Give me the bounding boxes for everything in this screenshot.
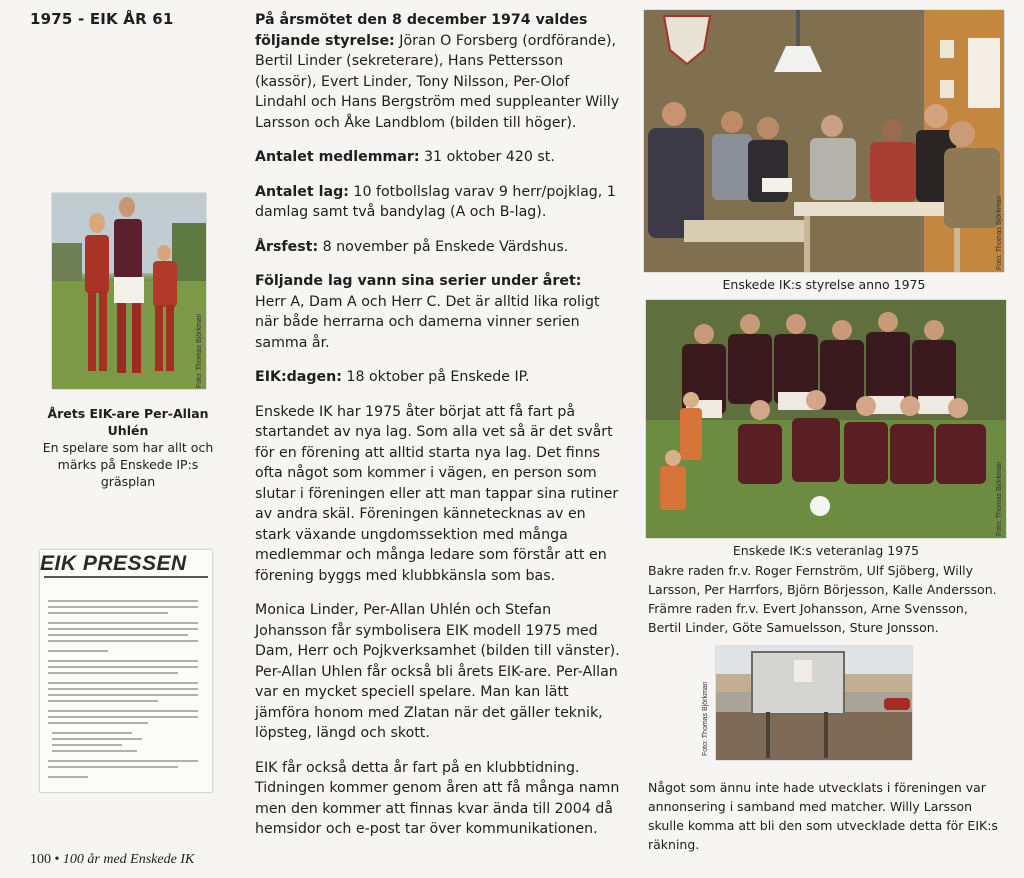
veteran-team-photo xyxy=(646,300,1006,538)
board-election-label: På årsmötet den 8 december 1974 valdes följande styrelse: xyxy=(255,12,588,49)
series-winners-label: Följande lag vann sina serier under året: xyxy=(255,273,582,289)
page-heading: 1975 - EIK ÅR 61 xyxy=(30,10,174,28)
paragraph-new-teams: Enskede IK har 1975 åter börjat att få fart på startandet av nya lag. Som alla vet så är det svårt för en förening att alltid starta nya lag. Det finns ofta något som kommer i vägen, en person som slutar i föreningen eller att man tappar sina rutiner av andra skäl. Föreningen kännetecknas av en stark växande ungdomssektion med många medlemmar och många ledare som förstår att en förening byggs med klubbkänsla som bas. xyxy=(255,403,619,584)
page-footer: 100 • 100 år med Enskede IK xyxy=(30,852,195,867)
members-label: Antalet medlemmar: xyxy=(255,149,420,165)
newsletter-title: EIK PRESSEN xyxy=(40,552,187,575)
paragraph-board-election xyxy=(255,10,625,133)
paragraph-series-winners xyxy=(255,271,625,353)
newsletter-page xyxy=(40,550,212,792)
teams-label: Antalet lag: xyxy=(255,183,349,200)
main-text-column xyxy=(255,10,625,854)
portrait-photo xyxy=(52,193,206,389)
board-caption: Enskede IK:s styrelse anno 1975 xyxy=(722,277,926,292)
paragraph-eik-day xyxy=(255,367,625,388)
party-text: 8 november på Enskede Värdshus. xyxy=(318,238,569,255)
portrait-caption-title: Årets EIK-are Per-Allan Uhlén xyxy=(47,406,209,438)
billboard-photo xyxy=(702,646,912,760)
veteran-team-photo-image xyxy=(646,300,1006,538)
eik-day-text: 18 oktober på Enskede IP. xyxy=(341,369,530,385)
veteran-credit: Foto: Thomas Björkman xyxy=(996,461,1003,536)
billboard-credit: Foto: Thomas Björkman xyxy=(702,681,709,756)
portrait-caption-text: En spelare som har allt och märks på Enskede IP:s gräsplan xyxy=(42,440,214,489)
book-title: 100 år med Enskede IK xyxy=(62,852,195,867)
members-text: 31 oktober 420 st. xyxy=(419,149,555,165)
series-winners-text: Herr A, Dam A och Herr C. Det är alltid lika roligt när både herrarna och damerna vinner serien samma år. xyxy=(255,293,600,351)
billboard-photo-image xyxy=(716,646,912,760)
paragraph-teams xyxy=(255,182,625,223)
veteran-caption: Enskede IK:s veteranlag 1975 xyxy=(732,543,920,558)
portrait-caption xyxy=(30,405,226,490)
paragraph-model-1975: Monica Linder, Per-Allan Uhlén och Stefan Johansson får symbolisera EIK modell 1975 med Dam, Herr och Pojkverksamhet (bilden till vänster). Per-Allan Uhlen får också bli årets EIK-are. Per-Allan var en mycket speciell spelare. Man kan lätt jämföra honom med Zlatan när det gäller teknik, löpsteg, längd och skott. xyxy=(255,602,620,741)
teams-text: 10 fotbollslag varav 9 herr/pojklag, 1 damlag samt två bandylag (A och B-lag). xyxy=(255,183,616,220)
board-photo xyxy=(644,10,1004,272)
portrait-photo-image xyxy=(52,193,206,389)
page-number: 100 xyxy=(30,852,51,867)
board-credit: Foto: Thomas Björkman xyxy=(996,195,1003,270)
eik-day-label: EIK:dagen: xyxy=(255,369,342,385)
paragraph-members xyxy=(255,147,625,168)
newsletter-rule xyxy=(44,576,208,578)
party-label: Årsfest: xyxy=(255,238,319,255)
portrait-credit: Foto: Thomas Björkman xyxy=(196,313,203,388)
veteran-names: Bakre raden fr.v. Roger Fernström, Ulf Sjöberg, Willy Larsson, Per Harrfors, Björn Börjesson, Kalle Andersson. Främre raden fr.v. Evert Johansson, Arne Svensson, Bertil Linder, Göte Samuelsson, Sture Jonsson. xyxy=(648,563,997,635)
paragraph-party xyxy=(255,237,625,258)
board-photo-image xyxy=(644,10,1004,272)
billboard-caption: Något som ännu inte hade utvecklats i föreningen var annonsering i samband med matcher. Willy Larsson skulle komma att bli den som utvecklade detta för EIK:s räkning. xyxy=(648,780,998,852)
paragraph-club-magazine: EIK får också detta år fart på en klubbtidning. Tidningen kommer genom åren att få många namn men den kommer att finnas kvar ända till 2004 då hemsidor och e-post tar över kommunikationen. xyxy=(255,759,620,837)
board-election-text: Jöran O Forsberg (ordförande), Bertil Linder (sekreterare), Hans Pettersson (kassör), Evert Linder, Tony Nilsson, Per-Olof Lindahl och Hans Bergström med suppleanter Willy Larsson och Åke Landblom (bilden till höger). xyxy=(255,32,620,131)
